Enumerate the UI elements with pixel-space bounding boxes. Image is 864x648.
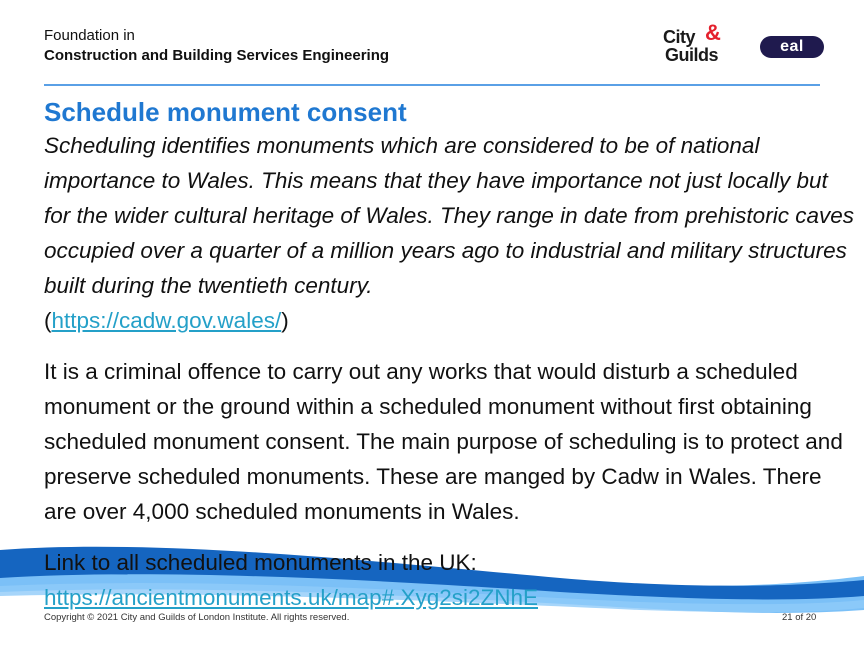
consent-paragraph: It is a criminal offence to carry out any works that would disturb a scheduled monument or the ground within a scheduled monument without first obtaining scheduled monument consent. The main purpose of scheduling is to protect and preserve scheduled monuments. These are manged by Cadw in Wales. There are over 4,000 scheduled monuments in Wales. bbox=[44, 359, 843, 524]
copyright-text: Copyright © 2021 City and Guilds of London Institute. All rights reserved. bbox=[44, 612, 350, 623]
eal-logo: eal bbox=[760, 36, 824, 58]
course-title-line2: Construction and Building Services Engineering bbox=[44, 47, 390, 64]
logos bbox=[659, 22, 824, 68]
uk-link-paragraph bbox=[44, 545, 860, 615]
uk-link-label: Link to all scheduled monuments in the UK: bbox=[44, 550, 477, 575]
logo-city-text: City bbox=[663, 27, 696, 47]
slide-body bbox=[44, 128, 860, 615]
logo-ampersand: & bbox=[705, 20, 721, 45]
intro-text: Scheduling identifies monuments which are considered to be of national importance to Wales. This means that they have importance not just locally but for the wider cultural heritage of Wales. They range in date from prehistoric caves occupied over a quarter of a million years ago to industrial and military structures built during the twentieth century. bbox=[44, 133, 854, 298]
cadw-link[interactable]: https://cadw.gov.wales/ bbox=[51, 308, 282, 333]
slide-title: Schedule monument consent bbox=[44, 97, 407, 127]
source-close-paren: ) bbox=[281, 308, 289, 333]
logo-guilds-text: Guilds bbox=[665, 45, 719, 65]
city-and-guilds-logo bbox=[659, 22, 729, 68]
intro-paragraph bbox=[44, 128, 860, 338]
ancient-monuments-link[interactable]: https://ancientmonuments.uk/map#.Xyg2si2ZNhE bbox=[44, 585, 539, 610]
course-title-line1: Foundation in bbox=[44, 27, 135, 44]
header-divider bbox=[44, 84, 820, 86]
course-title bbox=[44, 26, 389, 66]
page-number: 21 of 20 bbox=[782, 612, 817, 623]
source-open-paren: ( bbox=[44, 308, 52, 333]
